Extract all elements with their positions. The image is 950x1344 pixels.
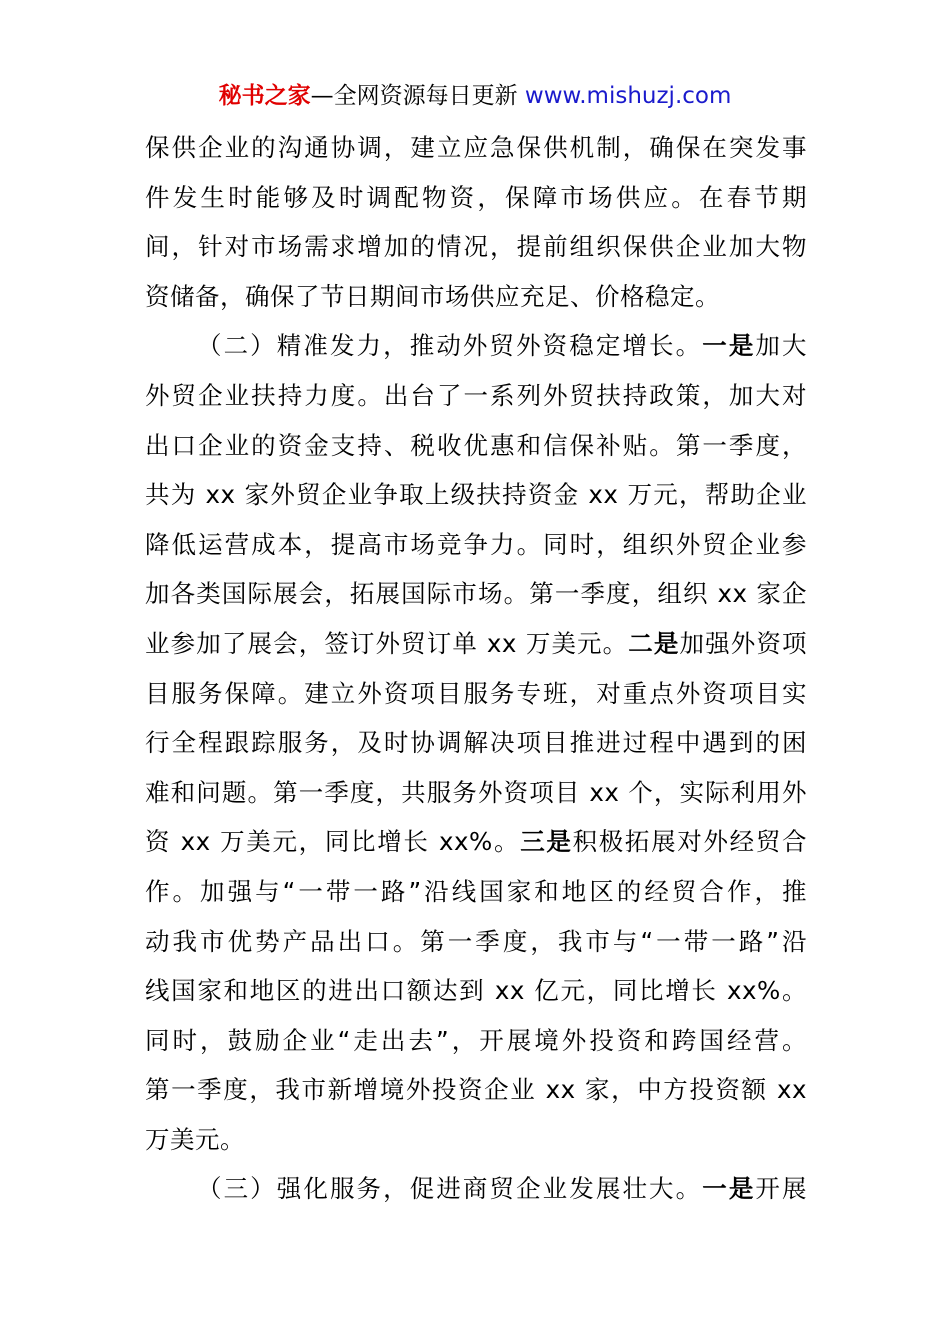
text-run: 开展: [755, 1174, 807, 1204]
section-heading: （二）精准发力，推动外贸外资稳定增长。: [197, 331, 703, 361]
text-line: 万美元。: [145, 1124, 245, 1154]
document-body: [145, 123, 807, 1214]
text-line: 资储备，确保了节日期间市场供应充足、价格稳定。: [145, 281, 720, 311]
text-run: 业参加了展会，签订外贸订单 xx 万美元。: [145, 628, 629, 658]
section-heading: （三）强化服务，促进商贸企业发展壮大。: [197, 1174, 703, 1204]
text-line: 外贸企业扶持力度。出台了一系列外贸扶持政策，加大对: [145, 380, 807, 410]
site-url[interactable]: www.mishuzj.com: [524, 83, 732, 109]
text-line: [145, 817, 807, 867]
text-line: 件发生时能够及时调配物资，保障市场供应。在春节期: [145, 182, 807, 212]
point-marker: 一是: [702, 331, 756, 361]
point-marker: 三是: [520, 827, 573, 857]
text-line: 目服务保障。建立外资项目服务专班，对重点外资项目实: [145, 678, 807, 708]
section-heading-line: [145, 321, 807, 371]
section-heading-line: [145, 1164, 807, 1214]
text-line: 出口企业的资金支持、税收优惠和信保补贴。第一季度，: [145, 430, 807, 460]
text-run: 加强外资项: [679, 628, 807, 658]
point-marker: 一是: [702, 1174, 756, 1204]
text-run: 加大: [755, 331, 807, 361]
text-line: 行全程跟踪服务，及时协调解决项目推进过程中遇到的困: [145, 728, 807, 758]
site-header: [0, 80, 950, 112]
point-marker: 二是: [628, 628, 680, 658]
text-line: 动我市优势产品出口。第一季度，我市与“一带一路”沿: [145, 926, 807, 956]
text-line: 保供企业的沟通协调，建立应急保供机制，确保在突发事: [145, 133, 807, 162]
text-line: 间，针对市场需求增加的情况，提前组织保供企业加大物: [145, 232, 807, 262]
text-line: [145, 619, 807, 669]
text-line: 作。加强与“一带一路”沿线国家和地区的经贸合作，推: [145, 876, 807, 906]
text-line: 共为 xx 家外贸企业争取上级扶持资金 xx 万元，帮助企业: [145, 480, 807, 510]
text-line: 降低运营成本，提高市场竞争力。同时，组织外贸企业参: [145, 529, 807, 559]
text-line: 加各类国际展会，拓展国际市场。第一季度，组织 xx 家企: [145, 579, 807, 609]
text-run: 资 xx 万美元，同比增长 xx%。: [145, 827, 521, 857]
site-brand: 秘书之家: [218, 83, 311, 109]
text-line: 难和问题。第一季度，共服务外资项目 xx 个，实际利用外: [145, 777, 807, 807]
site-tagline: —全网资源每日更新: [310, 83, 525, 109]
text-run: 积极拓展对外经贸合: [572, 827, 807, 857]
text-line: 第一季度，我市新增境外投资企业 xx 家，中方投资额 xx: [145, 1075, 807, 1105]
text-line: 同时，鼓励企业“走出去”，开展境外投资和跨国经营。: [145, 1025, 807, 1055]
text-line: 线国家和地区的进出口额达到 xx 亿元，同比增长 xx%。: [145, 976, 807, 1006]
